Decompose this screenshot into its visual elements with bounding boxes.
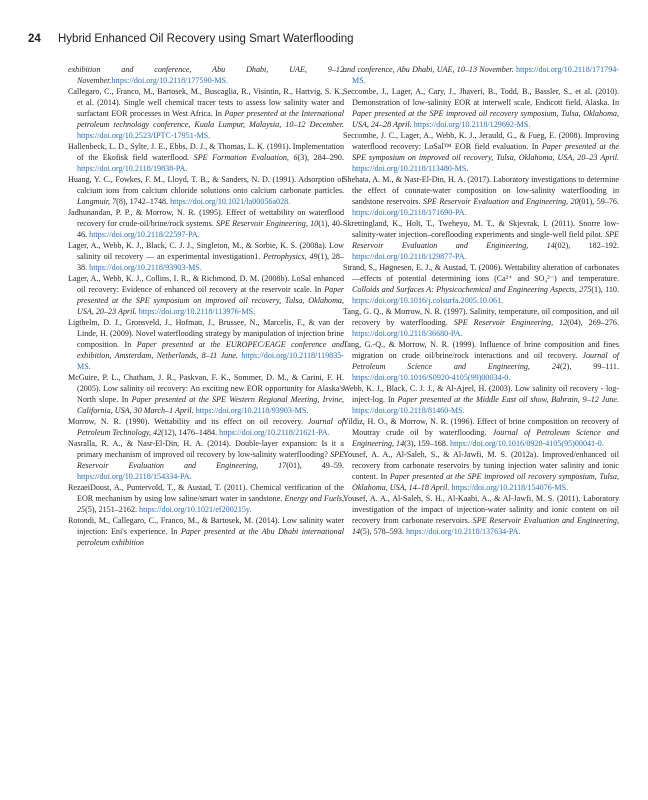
reference-source: SPE Reservoir Engineering, 12 [453,318,568,327]
reference-text: (3), 284–290. [297,153,344,162]
reference-entry [343,174,619,218]
reference-source: Paper presented at the SPE Western Regional Meeting, Irvine, California, USA, 30 March–1 April. [77,395,344,415]
reference-text: Seccombe, J., Lager, A., Cary, J., Jhaveri, B., Todd, B., Bassler, S., et al. (2010). Demonstration of low-salinity EOR at interwell scale, Endicott field, Alaska. In [343,87,619,107]
reference-entry [68,273,344,317]
reference-text: (3), 159–168. [404,439,451,448]
doi-link[interactable]: https://doi.org/10.1016/0920-4105(95)00041-0. [450,439,604,448]
reference-entry [343,383,619,416]
reference-text: Tang, G. Q., & Morrow, N. R. (1997). Salinity, temperature, oil composition, and oil recovery by waterflooding. [343,307,619,327]
page-number: 24 [28,33,41,45]
reference-source: SPE Reservoir Evaluation and Engineering, 17 [77,450,344,470]
reference-text: (8), 1742–1748. [116,197,171,206]
reference-source: Paper presented at the International petroleum technology conference, Kuala Lumpur, Malaysia, 10–12 December. [77,109,344,129]
reference-source: Paper presented at the SPE symposium on improved oil recovery, Tulsa, Oklahoma, USA, 20–23 April. [352,142,620,162]
doi-link[interactable]: https://doi.org/10.2118/93903-MS. [89,263,202,272]
doi-link[interactable]: https://doi.org/10.2118/129877-PA. [352,252,467,261]
reference-text: McGuire, P. L., Chatham, J. R., Paskvan, F. K., Sommer, D. M., & Carini, F. H. (2005). Low salinity oil recovery: An exciting new EOR opportunity for Alaska's North slope. In [68,373,344,404]
reference-text: Yousef, A. A., Al-Saleh, S., & Al-Jawfi, M. S. (2012a). Improved/enhanced oil recovery from carbonate reservoirs by tuning injection water salinity and ionic content. In [343,450,619,481]
doi-link[interactable]: https://doi.org/10.2118/22597-PA. [89,230,200,239]
doi-link[interactable]: https://doi.org/10.2118/177590-MS. [111,76,229,85]
reference-text: Lager, A., Webb, K. J., Collins, I. R., & Richmond, D. M. (2008b). LoSal enhanced oil recovery: Evidence of enhanced oil recovery at the reservoir scale. In [68,274,344,294]
reference-text: (5), 2151–2162. [85,505,140,514]
reference-text: (04), 269–276. [567,318,619,327]
doi-link[interactable]: https://doi.org/10.2118/154076-MS. [451,483,569,492]
reference-text: Jadhunandan, P. P., & Morrow, N. R. (1995). Effect of wettability on waterflood recovery for crude-oil/brine/rock systems. [68,208,344,228]
doi-link[interactable]: https://doi.org/10.2523/IPTC-17951-MS. [77,131,211,140]
reference-text: Skrettingland, K., Holt, T., Tweheyo, M. T., & Skjevrak, I. (2011). Snorre low-salinity-water injection–coreflooding experiments and single-well field pilot. [343,219,619,239]
reference-source: Journal of Petroleum Science and Engineering, 14 [352,428,619,448]
reference-entry [343,339,619,383]
reference-text: (5), 578–593. [360,527,406,536]
reference-entry [68,174,344,207]
doi-link[interactable]: https://doi.org/10.2118/154334-PA. [77,472,192,481]
reference-source: exhibition and conference, Abu Dhabi, UAE, 9–12 November. [68,65,344,85]
reference-source: Langmuir, 7 [77,197,117,206]
reference-entry [68,240,344,273]
reference-source: Journal of Petroleum Technology, 42 [77,417,344,437]
reference-entry [343,493,619,537]
reference-text: Callegaro, C., Franco, M., Bartosek, M., Buscaglia, R., Visintin, R., Hartvig, S. K., et al. (2014). Single well chemical tracer tests to assess low salinity water and surfactant EOR processes in West Africa. In [68,87,344,118]
reference-text: Lager, A., Webb, K. J., Black, C. J. J., Singleton, M., & Sorbie, K. S. (2008a). Low salinity oil recovery — an experimental investigation1. [68,241,344,261]
reference-text: (02), 182–192. [554,241,619,250]
reference-entry [343,218,619,262]
page-header [28,33,354,45]
reference-text: (1), 110. [591,285,620,294]
reference-text: (1), 40–46. [77,219,345,239]
doi-link[interactable]: https://doi.org/10.1016/S0920-4105(99)00034-0. [352,373,511,382]
doi-link[interactable]: https://doi.org/10.2118/36680-PA. [352,329,463,338]
reference-text: (01), 49–59. [286,461,344,470]
reference-entry [68,438,344,482]
reference-text: Hallenbeck, L. D., Sylte, J. E., Ebbs, D. J., & Thomas, L. K. (1991). Implementation of the Ekofisk field waterflood. [68,142,344,162]
reference-text: Nasralla, R. A., & Nasr-El-Din, H. A. (2014). Double-layer expansion: Is it a primary mechanism of improved oil recovery by low-salinity waterflooding? [68,439,344,459]
reference-text: (12), 1476–1484. [161,428,220,437]
doi-link[interactable]: https://doi.org/10.1021/la00056a028. [170,197,291,206]
reference-text: Huang, Y. C., Fowkes, F. M., Lloyd, T. B., & Sanders, N. D. (1991). Adsorption of calcium ions from calcium chloride solutions onto calcium carbonate particles. [68,175,344,195]
doi-link[interactable]: https://doi.org/10.2118/113976-MS. [138,307,256,316]
reference-source: SPE Reservoir Engineering, 10 [216,219,319,228]
reference-source: SPE Reservoir Evaluation and Engineering, 14 [352,516,619,536]
reference-entry [343,64,619,86]
reference-source: Petrophysics, 49 [263,252,318,261]
doi-link[interactable]: https://doi.org/10.2118/137634-PA. [405,527,521,536]
doi-link[interactable]: https://doi.org/10.1021/ef200215y. [139,505,252,514]
doi-link[interactable]: https://doi.org/10.1016/j.colsurfa.2005.10.061. [352,296,504,305]
reference-source: SPE Reservoir Evaluation and Engineering, 14 [352,230,619,250]
reference-source: Paper presented at the EUROPEC/EAGE conference and exhibition, Amsterdam, Netherlands, 8–11 June. [77,340,344,360]
running-title: Hybrid Enhanced Oil Recovery using Smart Waterflooding [58,33,354,45]
reference-text: (01), 59–76. [578,197,619,206]
reference-text: Seccombe, J. C., Lager, A., Webb, K. J., Jerauld, G., & Fueg, E. (2008). Improving waterflood recovery: LoSal™ EOR field evaluation. In [343,131,619,151]
doi-link[interactable]: https://doi.org/10.2118/171794-MS. [352,65,619,85]
reference-text: Yousef, A. A., Al-Saleh, S. H., Al-Kaabi, A., & Al-Jawfi, M. S. (2011). Laboratory investigation of the impact of injection-water salinity and ionic content on oil recovery from carbonate reservoirs. [343,494,619,525]
reference-text: RezaeiDoust, A., Puntervold, T., & Austad, T. (2011). Chemical verification of the EOR mechanism by using low saline/smart water in sandstone. [68,483,344,503]
reference-text: (1), 28–38. [77,252,344,272]
reference-text: Shehata, A. M., & Nasr-El-Din, H. A. (2017). Laboratory investigations to determine the effect of connate-water composition on low-salinity waterflooding in sandstone reservoirs. [343,175,619,206]
reference-text: Tang, G.-Q., & Morrow, N. R. (1999). Influence of brine composition and fines migration on crude oil/brine/rock interactions and oil recovery. [343,340,619,360]
right-reference-column [343,64,619,537]
reference-entry [68,416,344,438]
reference-entry [343,306,619,339]
doi-link[interactable]: https://doi.org/10.2118/113480-MS. [352,164,469,173]
reference-text: (2), 99–111. [559,362,619,371]
doi-link[interactable]: https://doi.org/10.2118/129692-MS. [413,120,531,129]
doi-link[interactable]: https://doi.org/10.2118/119835-MS. [77,351,344,371]
reference-entry [343,262,619,306]
reference-text: Rotondi, M., Callegaro, C., Franco, M., & Bartosek, M. (2014). Low salinity water injection: Eni's experience. In [68,516,344,536]
reference-source: Paper presented at the SPE improved oil recovery symposium, Tulsa, Oklahoma, USA, 14–18 April. [352,472,619,492]
doi-link[interactable]: https://doi.org/10.2118/93903-MS. [195,406,309,415]
reference-source: Energy and Fuels, 25 [77,494,344,514]
reference-entry [343,130,619,174]
reference-entry [68,372,344,416]
doi-link[interactable]: https://doi.org/10.2118/171690-PA. [352,208,467,217]
reference-entry [343,86,619,130]
reference-source: Journal of Petroleum Science and Engineering, 24 [352,351,620,371]
reference-source: and conference, Abu Dhabi, UAE, 10–13 November. [343,65,514,74]
reference-entry [68,482,344,515]
reference-entry [68,317,344,372]
reference-entry [68,207,344,240]
reference-text: Morrow, N. R. (1990). Wettability and its effect on oil recovery. [68,417,308,426]
reference-source: Paper presented at the SPE symposium on improved oil recovery, Tulsa, Oklahoma, USA, 20–23 April. [77,285,344,316]
reference-entry [68,86,344,141]
reference-entry [68,515,344,548]
reference-entry [68,64,344,86]
reference-source: SPE Reservoir Evaluation and Engineering, 20 [422,197,579,206]
reference-source: Colloids and Surfaces A: Physicochemical and Engineering Aspects, 275 [352,285,592,294]
reference-text: Webb, K. J., Black, C. J. J., & Al-Ajeel, H. (2003). Low salinity oil recovery - log-inject-log. In [343,384,619,404]
reference-entry [343,449,619,493]
reference-text: Ligthelm, D. J., Gronsveld, J., Hofman, J., Brussee, N., Marcelis, F., & van der Linde, H. (2009). Novel waterflooding strategy by manipulation of injection brine composition. In [68,318,344,349]
doi-link[interactable]: https://doi.org/10.2118/21621-PA. [219,428,330,437]
reference-source: SPE Formation Evaluation, 6 [193,153,298,162]
doi-link[interactable]: https://doi.org/10.2118/19838-PA. [77,164,188,173]
reference-text: Strand, S., Høgnesen, E. J., & Austad, T. (2006). Wettability alteration of carbonates—effects of potential determining ions (Ca²⁺ and SO₄²⁻) and temperature. [343,263,619,283]
reference-source: Paper presented at the Abu Dhabi international petroleum exhibition [77,527,344,547]
reference-entry [68,141,344,174]
reference-entry [343,416,619,449]
reference-text: Yildiz, H. O., & Morrow, N. R. (1996). Effect of brine composition on recovery of Moutray crude oil by waterflooding. [343,417,619,437]
left-reference-column [68,64,344,548]
reference-source: Paper presented at the Middle East oil show, Bahrain, 9–12 June. [397,395,619,404]
doi-link[interactable]: https://doi.org/10.2118/81460-MS. [352,406,465,415]
reference-source: Paper presented at the SPE improved oil recovery symposium, Tulsa, Oklahoma, USA, 24–28 April. [352,109,619,129]
